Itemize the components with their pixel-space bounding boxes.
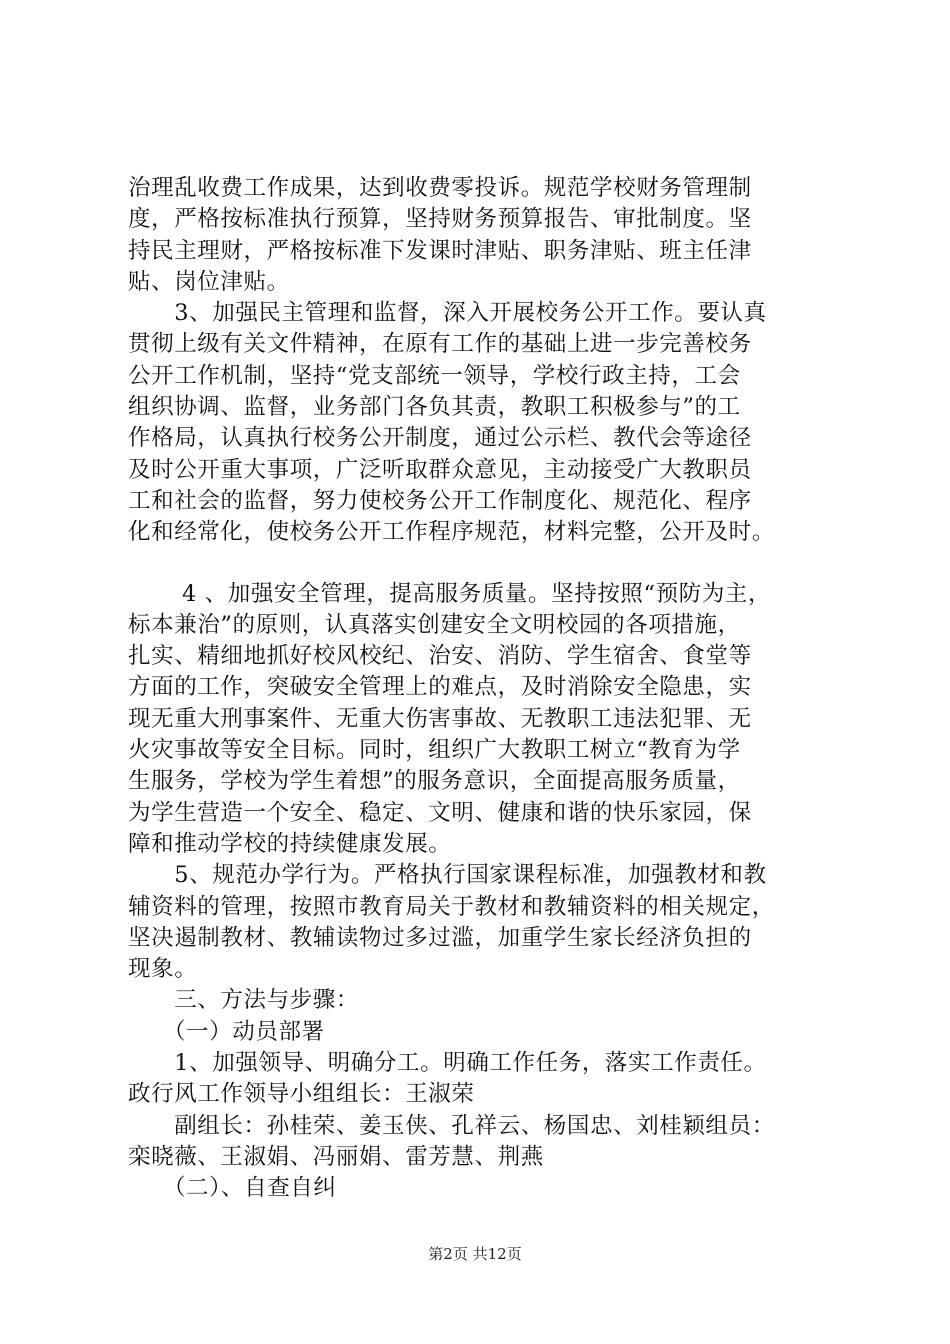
text-line: （一）动员部署 <box>128 1018 325 1045</box>
document-body <box>128 173 848 1205</box>
text-line: 持民主理财，严格按标准下发课时津贴、职务津贴、班主任津 <box>128 237 752 264</box>
text-line: 4 、加强安全管理，提高服务质量。坚持按照“预防为主， <box>128 580 772 607</box>
text-line: 及时公开重大事项，广泛听取群众意见，主动接受广大教职员 <box>128 456 752 483</box>
text-line: 辅资料的管理，按照市教育局关于教材和教辅资料的相关规定， <box>128 893 775 920</box>
page-number-footer: 第2页 共12页 <box>428 1245 522 1263</box>
paragraph-gap <box>128 549 848 579</box>
text-line: 公开工作机制，坚持“党支部统一领导，学校行政主持，工会 <box>128 362 741 389</box>
text-line: 1、加强领导、明确分工。明确工作任务，落实工作责任。 <box>128 1050 767 1077</box>
text-line: 工和社会的监督，努力使校务公开工作制度化、规范化、程序 <box>128 487 752 514</box>
text-line: 贯彻上级有关文件精神，在原有工作的基础上进一步完善校务 <box>128 331 752 358</box>
text-line: 障和推动学校的持续健康发展。 <box>128 830 452 857</box>
text-line: 治理乱收费工作成果，达到收费零投诉。规范学校财务管理制 <box>128 175 752 201</box>
text-line: 3、加强民主管理和监督，深入开展校务公开工作。要认真 <box>128 300 767 327</box>
text-line: 生服务，学校为学生着想”的服务意识，全面提高服务质量， <box>128 768 741 795</box>
text-line: 度，严格按标准执行预算，坚持财务预算报告、审批制度。坚 <box>128 206 752 233</box>
text-line: 作格局，认真执行校务公开制度，通过公示栏、教代会等途径 <box>128 425 752 452</box>
text-line: （二）、自查自纠 <box>128 1175 337 1202</box>
text-line: 方面的工作，突破安全管理上的难点，及时消除安全隐患，实 <box>128 674 752 701</box>
text-line: 三、方法与步骤： <box>128 987 360 1014</box>
text-line: 副组长：孙桂荣、姜玉侠、孔祥云、杨国忠、刘桂颖组员： <box>128 1112 775 1139</box>
text-line: 化和经常化，使校务公开工作程序规范，材料完整，公开及时。 <box>128 519 775 546</box>
text-line: 坚决遏制教材、教辅读物过多过滥，加重学生家长经济负担的 <box>128 924 752 951</box>
text-line: 为学生营造一个安全、稳定、文明、健康和谐的快乐家园，保 <box>128 799 752 826</box>
text-line: 火灾事故等安全目标。同时，组织广大教职工树立“教育为学 <box>128 737 741 764</box>
text-line: 5、规范办学行为。严格执行国家课程标准，加强教材和教 <box>128 862 767 889</box>
text-line: 贴、岗位津贴。 <box>128 268 290 295</box>
text-line: 扎实、精细地抓好校风校纪、治安、消防、学生宿舍、食堂等 <box>128 643 752 670</box>
text-line: 组织协调、监督，业务部门各负其责，教职工积极参与”的工 <box>128 394 741 421</box>
text-line: 现象。 <box>128 956 198 983</box>
text-line: 栾晓薇、王淑娟、冯丽娟、雷芳慧、荆燕 <box>128 1143 544 1170</box>
text-line: 现无重大刑事案件、无重大伤害事故、无教职工违法犯罪、无 <box>128 705 752 732</box>
text-line: 政行风工作领导小组组长：王淑荣 <box>128 1081 475 1108</box>
text-line: 标本兼治”的原则，认真落实创建安全文明校园的各项措施， <box>128 611 741 638</box>
